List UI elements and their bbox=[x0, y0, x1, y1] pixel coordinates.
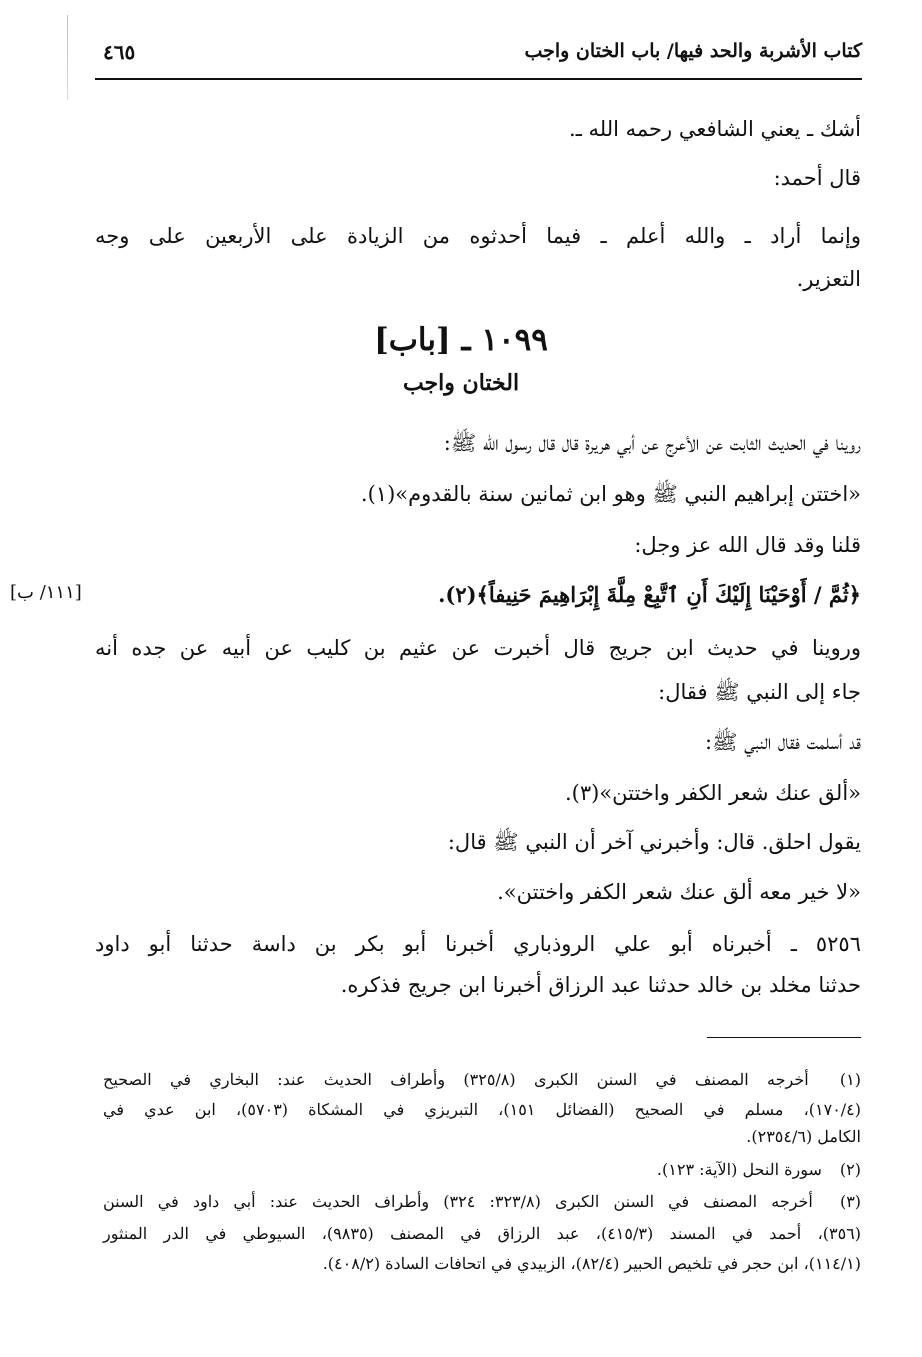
footnote-1-line-2: (١٧٠/٤)، مسلم في الصحيح (الفضائل ١٥١)، التبريزي في المشكاة (٥٧٠٣)، ابن عدي في bbox=[103, 1100, 862, 1119]
section-line-1: روينا في الحديث الثابت عن الأعرج عن أبي هريرة قال قال رسول الله ﷺ: bbox=[443, 431, 861, 455]
quran-verse-line: ﴿ثُمَّ / أَوْحَيْنَا إِلَيْكَ أَنِ ٱتَّبِعْ مِلَّةَ إِبْرَاهِيمَ حَنِيفاً﴾(٢). bbox=[438, 582, 861, 607]
page-number: ٤٦٥ bbox=[103, 40, 136, 64]
scan-artifact-line bbox=[67, 15, 68, 100]
manuscript-folio-ref: [١١١/ ب] bbox=[10, 582, 82, 603]
section-line-3: قلنا وقد قال الله عز وجل: bbox=[634, 533, 861, 557]
running-title: كتاب الأشربة والحد فيها/ باب الختان واجب bbox=[524, 40, 862, 62]
footnote-text: أخرجه المصنف في السنن الكبرى (٣٢٣/٨: ٣٢٤) وأطراف الحديث عند: أبي داود في السنن bbox=[103, 1192, 813, 1211]
section-line-9: يقول احلق. قال: وأخبرني آخر أن النبي ﷺ قال: bbox=[447, 830, 861, 854]
section-line-11: ٥٢٥٦ ـ أخبرناه أبو علي الروذباري أخبرنا أبو بكر بن داسة حدثنا أبو داود bbox=[95, 932, 861, 956]
chapter-title: الختان واجب bbox=[402, 370, 520, 396]
footnote-3-line-3: (١١٤/١)، ابن حجر في تلخيص الحبير (٨٢/٤)، الزبيدي في اتحافات السادة (٤٠٨/٢). bbox=[322, 1254, 861, 1273]
footnote-3-line-1 bbox=[103, 1190, 861, 1214]
body-line-3: وإنما أراد ـ والله أعلم ـ فيما أحدثوه من الزيادة على الأربعين على وجه bbox=[95, 224, 861, 248]
footnote-2-line-1 bbox=[103, 1158, 861, 1182]
chapter-number: ١٠٩٩ ـ [باب] bbox=[374, 322, 548, 358]
footnote-number: (٣) bbox=[839, 1192, 862, 1211]
section-line-6: جاء إلى النبي ﷺ فقال: bbox=[658, 680, 861, 704]
footnote-number: (٢) bbox=[839, 1160, 861, 1179]
footnote-1-line-1 bbox=[103, 1068, 861, 1092]
section-line-7: قد أسلمت فقال النبي ﷺ: bbox=[705, 730, 861, 754]
footnote-3-line-2: (٣٥٦)، أحمد في المسند (٤١٥/٣)، عبد الرزاق في المصنف (٩٨٣٥)، السيوطي في الدر المنثور bbox=[103, 1224, 862, 1243]
section-line-12: حدثنا مخلد بن خالد حدثنا عبد الرزاق أخبرنا ابن جريج فذكره. bbox=[340, 973, 861, 997]
body-line-2: قال أحمد: bbox=[773, 166, 861, 190]
footnote-separator bbox=[707, 1037, 861, 1038]
page-header bbox=[95, 38, 862, 80]
body-line-1: أشك ـ يعني الشافعي رحمه الله ـ. bbox=[569, 117, 861, 141]
section-line-5: وروينا في حديث ابن جريج قال أخبرت عن عثيم بن كليب عن أبيه عن جده أنه bbox=[95, 636, 861, 660]
section-line-2: «اختتن إبراهيم النبي ﷺ وهو ابن ثمانين سنة بالقدوم»(١). bbox=[360, 482, 861, 506]
section-line-10: «لا خير معه ألق عنك شعر الكفر واختتن». bbox=[497, 880, 861, 904]
footnote-number: (١) bbox=[839, 1070, 861, 1089]
footnote-text: أخرجه المصنف في السنن الكبرى (٣٢٥/٨) وأطراف الحديث عند: البخاري في الصحيح bbox=[103, 1070, 809, 1089]
footnote-text: سورة النحل (الآية: ١٢٣). bbox=[656, 1160, 822, 1179]
body-line-4: التعزير. bbox=[796, 267, 861, 291]
footnote-1-line-3: الكامل (٢٣٥٤/٦). bbox=[746, 1127, 861, 1146]
section-line-8: «ألق عنك شعر الكفر واختتن»(٣). bbox=[564, 781, 861, 805]
